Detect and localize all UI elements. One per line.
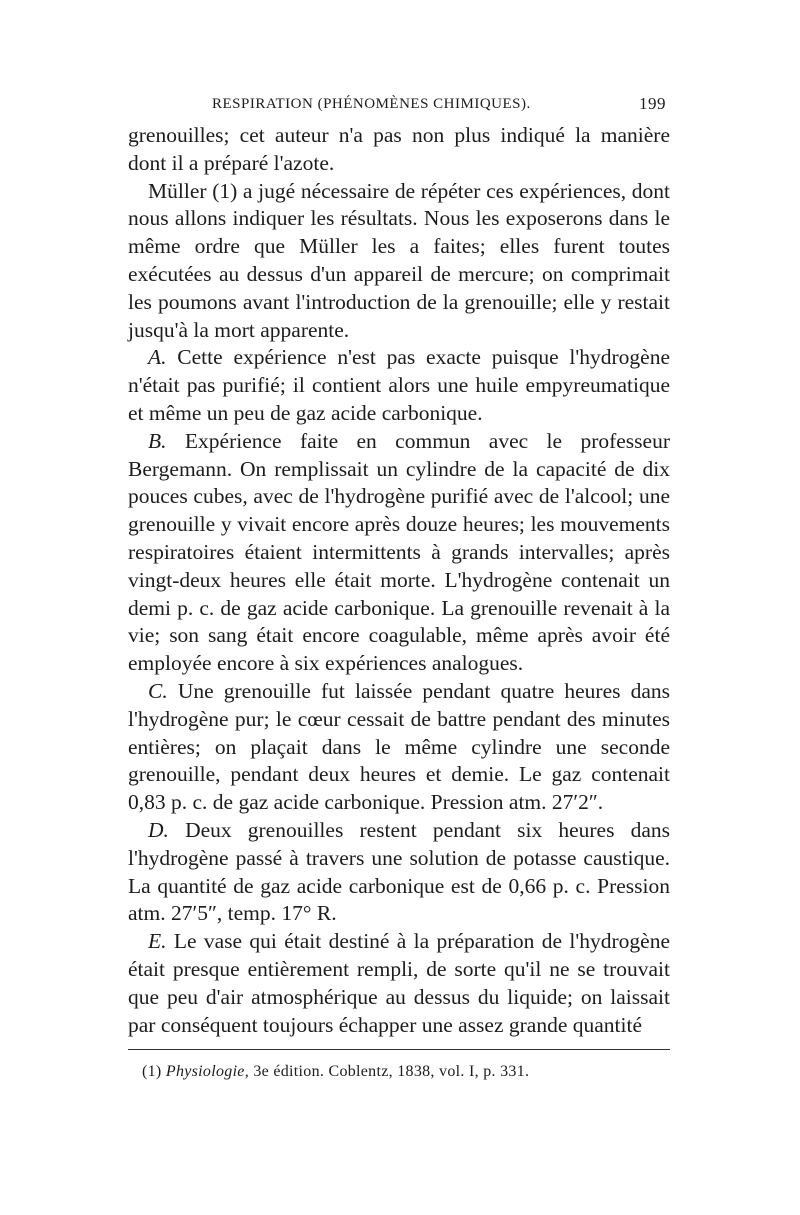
paragraph-text: Le vase qui était destiné à la préparation de l'hydrogène était presque entièrement rempli, de sorte qu'il ne se trouvait que peu d'air atmosphérique au dessus du liquide; on laissait par conséquent toujours échapper une assez grande quantité [128,929,670,1037]
running-head-title: RESPIRATION (PHÉNOMÈNES CHIMIQUES). [212,96,531,112]
footnote-work-title: Physiologie, [165,1063,250,1081]
experiment-marker: D. [148,817,169,842]
paragraph-continuation [128,122,670,178]
running-head [128,92,670,122]
paragraph-text: Cette expérience n'est pas exacte puisque l'hydrogène n'était pas purifié; il contient alors une huile empyreumatique et même un peu de gaz acide carbonique. [128,345,670,425]
footnote [128,1062,670,1082]
footnote-divider [128,1049,670,1050]
paragraph-text: Deux grenouilles restent pendant six heures dans l'hydrogène passé à travers une solution de potasse caustique. La quantité de gaz acide carbonique est de 0,66 p. c. Pression atm. 27′5″, temp. 17° R. [128,817,671,926]
page-number: 199 [639,94,666,113]
footnote-details: 3e édition. Coblentz, 1838, vol. I, p. 331. [253,1063,530,1081]
experiment-marker: E. [148,929,167,954]
paragraph-experiment-d [128,817,670,928]
footnote-marker: (1) [142,1063,162,1081]
paragraph-text: Expérience faite en commun avec le professeur Bergemann. On remplissait un cylindre de la capacité de dix pouces cubes, avec de l'hydrogène purifié avec de l'alcool; une grenouille y vivait encore après douze heures; les mouvements respiratoires étaient intermittents à grands intervalles; après vingt-deux heures elle était morte. L'hydrogène contenait un demi p. c. de gaz acide carbonique. La grenouille revenait à la vie; son sang était encore coagulable, même après avoir été employée encore à six expériences analogues. [128,428,670,676]
book-page [128,92,670,1082]
paragraph-text: grenouilles; cet auteur n'a pas non plus indiqué la manière dont il a préparé l'azote. [128,123,670,175]
paragraph-text: Müller (1) a jugé nécessaire de répéter ces expériences, dont nous allons indiquer les résultats. Nous les exposerons dans le même ordre que Müller les a faites; elles furent toutes exécutées au dessus d'un appareil de mercure; on comprimait les poumons avant l'introduction de la grenouille; elle y restait jusqu'à la mort apparente. [128,178,670,342]
paragraph-experiment-e [128,928,670,1039]
experiment-marker: C. [148,678,168,703]
paragraph-experiment-c [128,678,670,817]
paragraph-muller [128,178,670,345]
experiment-marker: B. [148,428,167,453]
paragraph-text: Une grenouille fut laissée pendant quatre heures dans l'hydrogène pur; le cœur cessait de battre pendant des minutes entières; on plaçait dans le même cylindre une seconde grenouille, pendant deux heures et demie. Le gaz contenait 0,83 p. c. de gaz acide carbonique. Pression atm. 27′2″. [128,678,671,815]
body-text [128,122,670,1039]
experiment-marker: A. [148,345,167,370]
paragraph-experiment-a [128,344,670,427]
paragraph-experiment-b [128,428,670,678]
